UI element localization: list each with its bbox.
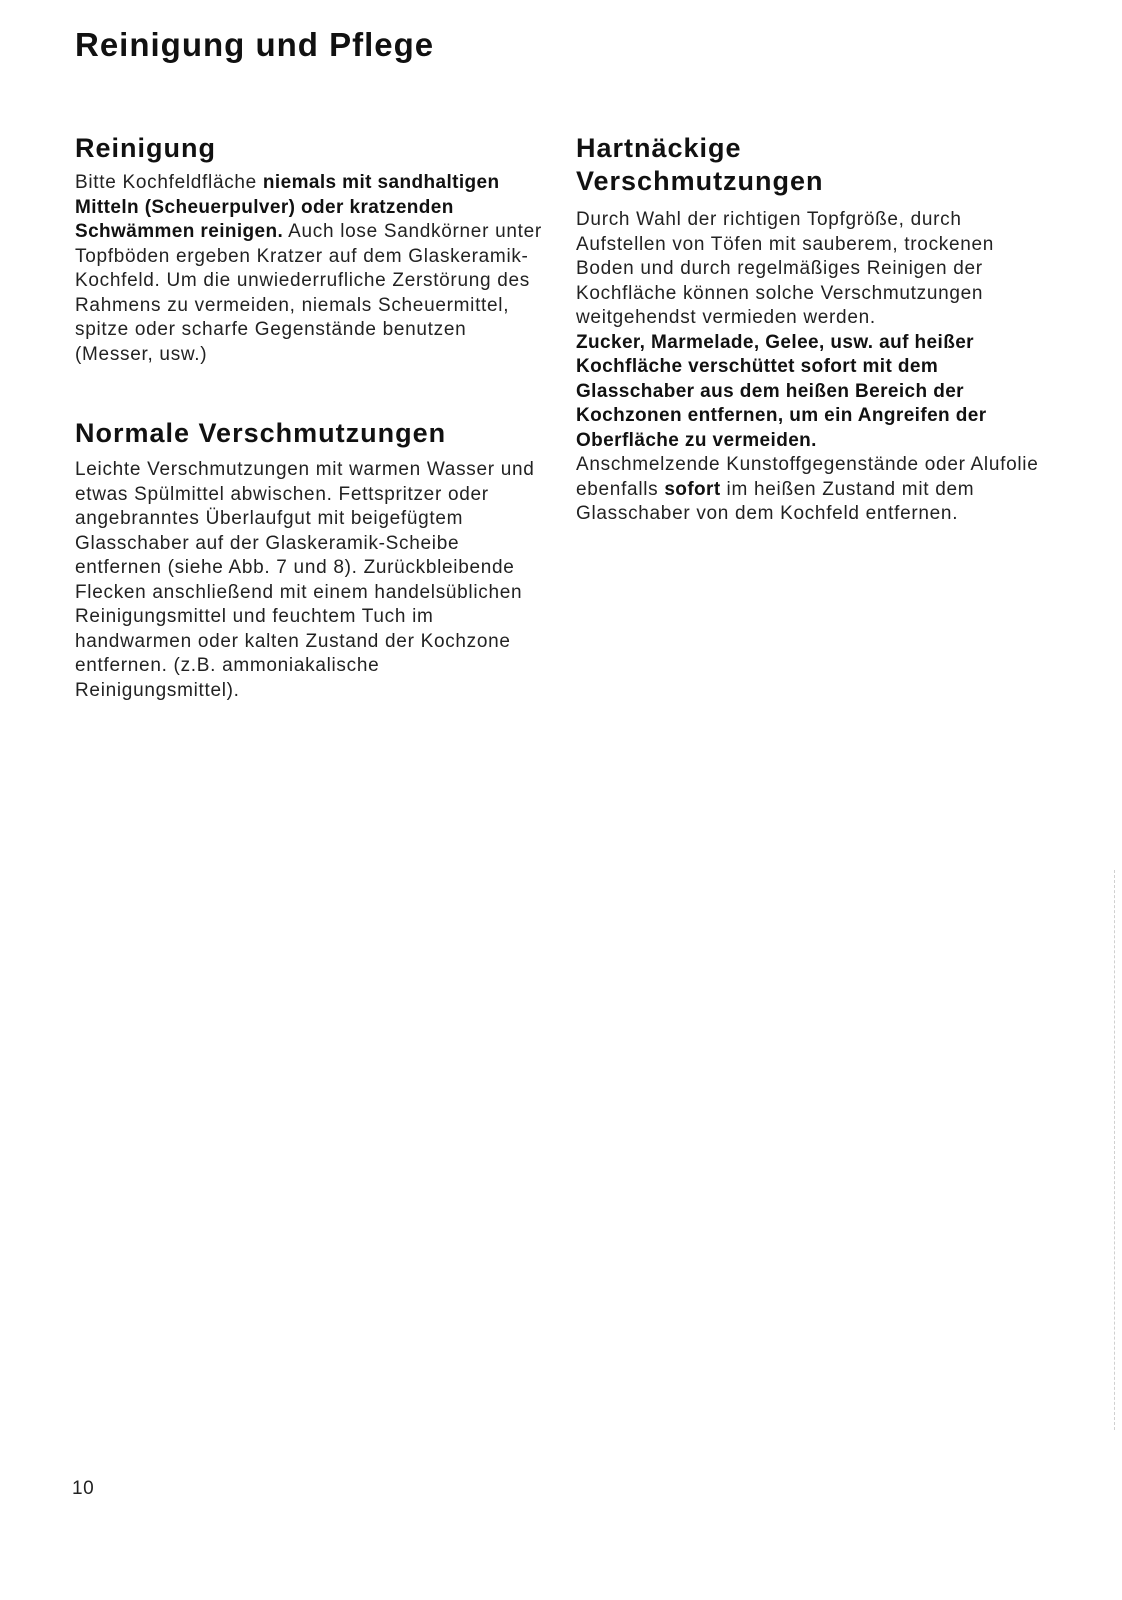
section-heading-reinigung: Reinigung <box>75 133 216 163</box>
page-title: Reinigung und Pflege <box>75 26 435 63</box>
hartnaeckige-paragraph-3 <box>576 453 1046 527</box>
section-heading-hartnaeckige-verschmutzungen <box>576 132 1046 198</box>
reinigung-paragraph <box>75 171 545 367</box>
normale-verschmutzungen-paragraph: Leichte Verschmutzungen mit warmen Wasser und etwas Spülmittel abwischen. Fettspritzer oder angebranntes Überlaufgut mit beigefügtem Glasschaber auf der Glaskeramik-Scheibe entfernen (siehe Abb. 7 und 8). Zurückbleibende Flecken anschließend mit einem handelsüblichen Reinigungsmittel und feuchtem Tuch im handwarmen oder kalten Zustand der Kochzone entfernen. (z.B. ammoniakalische Reinigungsmittel). <box>75 459 535 701</box>
page-number: 10 <box>72 1478 95 1499</box>
hartnaeckige-warning-bold: Zucker, Marmelade, Gelee, usw. auf heißer Kochfläche verschüttet sofort mit dem Glasschaber aus dem heißen Bereich der Kochzonen entfernen, um ein Angreifen der Oberfläche zu vermeiden. <box>576 331 987 451</box>
hartnaeckige-paragraph-1: Durch Wahl der richtigen Topfgröße, durch Aufstellen von Töfen mit sauberem, trockenen Boden und durch regelmäßiges Reinigen der Kochfläche können solche Verschmutzungen weitgehendst vermieden werden. <box>576 209 995 328</box>
heading-line-1: Hartnäckige <box>576 133 742 163</box>
hart-sofort-bold: sofort <box>664 478 721 500</box>
section-reinigung <box>75 132 545 367</box>
reinigung-text-2: Auch lose Sandkörner unter Topfböden ergeben Kratzer auf dem Glaskeramik-Kochfeld. Um die unwiederrufliche Zerstörung des Rahmens zu vermeiden, niemals Scheuermittel, spitze oder scharfe Gegenstände benutzen (Messer, usw.) <box>75 221 542 365</box>
heading-line-2: Verschmutzungen <box>576 166 824 196</box>
hart-text-2: im heißen Zustand mit dem Glasschaber von dem Kochfeld entfernen. <box>576 478 975 524</box>
right-column <box>576 132 1046 527</box>
hart-text-1: Anschmelzende Kunstoffgegenstände oder Alufolie ebenfalls <box>576 454 1039 500</box>
scan-edge-line <box>1114 870 1116 1430</box>
section-heading-normale-verschmutzungen: Normale Verschmutzungen <box>75 418 447 448</box>
reinigung-warning-bold: niemals mit sandhaltigen Mitteln (Scheuerpulver) oder kratzenden Schwämmen reinigen. <box>75 172 500 242</box>
section-hartnaeckige-verschmutzungen <box>576 132 1046 527</box>
left-column <box>75 132 545 703</box>
section-normale-verschmutzungen <box>75 417 545 703</box>
reinigung-text-1: Bitte Kochfeldfläche <box>75 172 263 193</box>
